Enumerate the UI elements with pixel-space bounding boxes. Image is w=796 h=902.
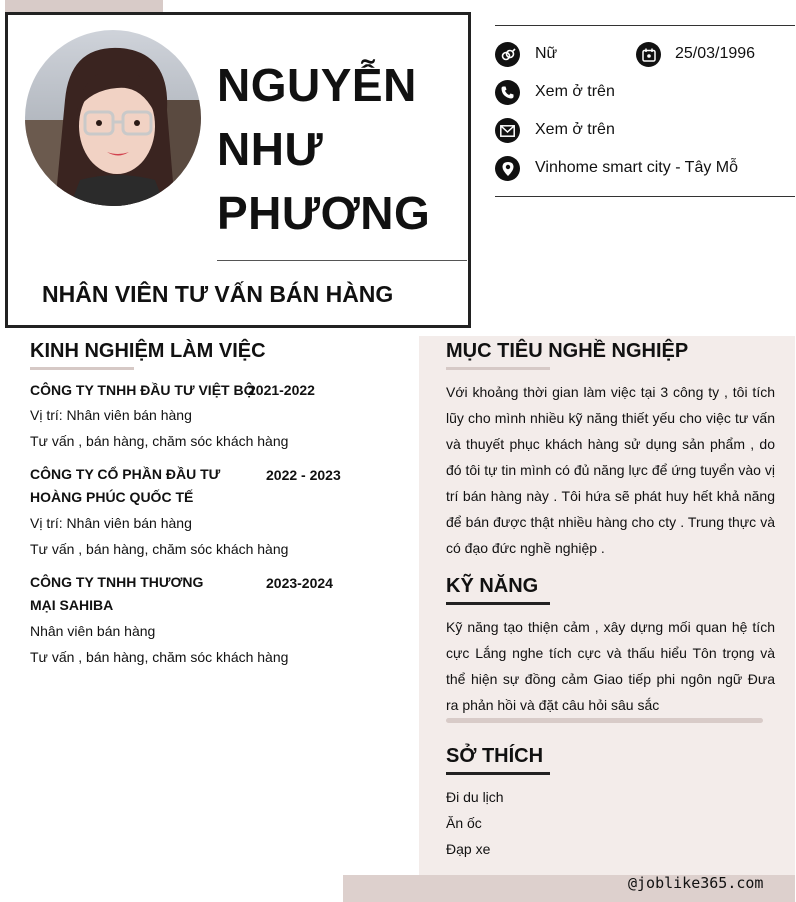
skills-divider [446, 718, 763, 723]
gender-icon [495, 42, 520, 67]
job-role: Vị trí: Nhân viên bán hàng [30, 407, 192, 423]
skills-title: KỸ NĂNG [446, 575, 539, 597]
job-desc: Tư vấn , bán hàng, chăm sóc khách hàng [30, 433, 289, 449]
job-role: Vị trí: Nhân viên bán hàng [30, 515, 192, 531]
job-desc: Tư vấn , bán hàng, chăm sóc khách hàng [30, 649, 289, 665]
hobby-item: Ăn ốc [446, 815, 482, 831]
objective-text: Với khoảng thời gian làm việc tại 3 công ty , tôi tích lũy cho mình nhiều kỹ năng thiết yếu cho việc tư vấn và thuyết phục khách hàng sử dụng sản phẩm , do đó tôi tự tin mình có đủ năng lực để ứng tuyển vào vị trí bán hàng này . Tôi hứa sẽ phát huy hết khả năng để bán được thật nhiều hàng cho cty . Trung thực và có đạo đức nghề nghiệp . [446, 384, 775, 556]
name-line-2: NHƯ [217, 123, 324, 175]
email-value: Xem ở trên [535, 121, 615, 138]
experience-underline [30, 367, 134, 370]
job-period: 2022 - 2023 [266, 467, 341, 483]
phone-value: Xem ở trên [535, 83, 615, 100]
hobby-item: Đi du lịch [446, 789, 504, 805]
job-title: NHÂN VIÊN TƯ VẤN BÁN HÀNG [42, 281, 394, 307]
calendar-icon [636, 42, 661, 67]
job-period: 2021-2022 [248, 382, 315, 398]
info-bottom-divider [495, 196, 795, 197]
footer-watermark: @joblike365.com [628, 874, 764, 892]
name-line-3: PHƯƠNG [217, 187, 431, 239]
email-icon [495, 118, 520, 143]
company-name: CÔNG TY TNHH ĐẦU TƯ VIỆT BỘ [30, 382, 255, 398]
avatar [25, 30, 201, 206]
objective-underline [446, 367, 550, 370]
job-period: 2023-2024 [266, 575, 333, 591]
name-line-1: NGUYỄN [217, 59, 417, 111]
skills-underline [446, 602, 550, 605]
birthdate-value: 25/03/1996 [675, 45, 756, 62]
skills-text: Kỹ năng tạo thiện cảm , xây dựng mối quan hệ tích cực Lắng nghe tích cực và thấu hiểu Tôn trọng và thể hiện sự đồng cảm Giao tiếp phi ngôn ngữ Đưa ra phản hồi và đặt câu hỏi sâu sắc [446, 619, 775, 713]
phone-icon [495, 80, 520, 105]
hobbies-title: SỞ THÍCH [446, 745, 544, 767]
address-value: Vinhome smart city - Tây Mỗ [535, 159, 739, 176]
location-icon [495, 156, 520, 181]
objective-title: MỤC TIÊU NGHỀ NGHIỆP [446, 340, 689, 362]
gender-value: Nữ [535, 45, 558, 62]
hobbies-underline [446, 772, 550, 775]
experience-title: KINH NGHIỆM LÀM VIỆC [30, 340, 266, 362]
job-role: Nhân viên bán hàng [30, 623, 156, 639]
name-divider [217, 260, 467, 261]
hobby-item: Đạp xe [446, 841, 491, 857]
info-top-divider [495, 25, 795, 26]
company-name: CÔNG TY TNHH THƯƠNG MẠI SAHIBA [30, 574, 204, 613]
job-desc: Tư vấn , bán hàng, chăm sóc khách hàng [30, 541, 289, 557]
company-name: CÔNG TY CỔ PHẦN ĐẦU TƯ HOÀNG PHÚC QUỐC TẾ [30, 466, 221, 505]
